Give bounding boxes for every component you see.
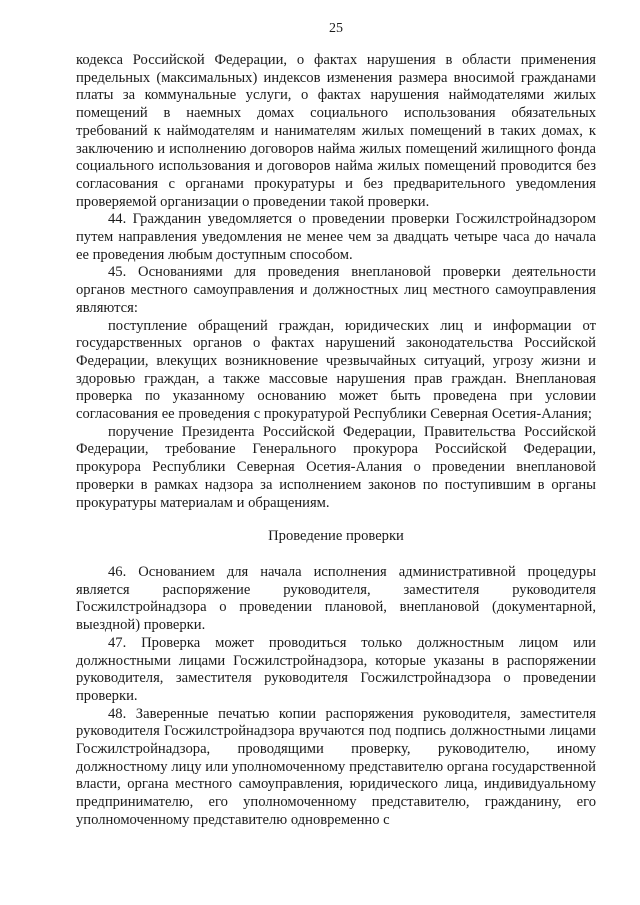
section-heading: Проведение проверки: [268, 528, 404, 545]
paragraphs-top: [76, 52, 596, 512]
paragraphs-bottom: [76, 564, 596, 830]
paragraph-44: 44. Гражданин уведомляется о проведении проверки Госжилстройнадзором путем направления уведомления не менее чем за двадцать четыре часа до начала ее проведения любым доступным способом.: [76, 211, 596, 263]
paragraph-45-item-2: поручение Президента Российской Федерации, Правительства Российской Федерации, требование Генерального прокурора Российской Федерации, прокурора Республики Северная Осетия-Алания о проведении внеплановой проверки в рамках надзора за исполнением законов по поступившим в органы прокуратуры материалам и обращениям.: [76, 423, 596, 511]
paragraph-47: 47. Проверка может проводиться только должностным лицом или должностными лицами Госжилстройнадзора, которые указаны в распоряжении руководителя, заместителя руководителя Госжилстройнадзора о проведении проверки.: [76, 634, 596, 704]
paragraph: кодекса Российской Федерации, о фактах нарушения в области применения предельных (максимальных) индексов изменения размера вносимой гражданами платы за коммунальные услуги, о фактах нарушения наймодателями жилых помещений в наемных домах социального использования обязательных требований к наймодателям и нанимателям жилых помещений в таких домах, к заключению и исполнению договоров найма жилых помещений жилищного фонда социального использования и договоров найма жилых помещений проводится без согласования с органами прокуратуры и без предварительного уведомления проверяемой организации о проведении такой проверки.: [76, 52, 596, 210]
paragraph-48: 48. Заверенные печатью копии распоряжения руководителя, заместителя руководителя Госжилстройнадзора вручаются под подпись должностными лицами Госжилстройнадзора, проводящими проверку, руководителю, иному должностному лицу или уполномоченному представителю органа государственной власти, органа местного самоуправления, юридического лица, индивидуальному предпринимателю, его уполномоченному представителю, гражданину, его уполномоченному представителю одновременно с: [76, 705, 596, 828]
document-page: [76, 20, 596, 830]
paragraph-45-item-1: поступление обращений граждан, юридических лиц и информации от государственных органов о фактах нарушений законодательства Российской Федерации, влекущих возникновение чрезвычайных ситуаций, угрозу жизни и здоровью граждан, а также массовые нарушения прав граждан. Внеплановая проверка по указанному основанию может быть проведена при условии согласования ее проведения с прокуратурой Республики Северная Осетия-Алания;: [76, 317, 596, 423]
paragraph-46: 46. Основанием для начала исполнения административной процедуры является распоряжение руководителя, заместителя руководителя Госжилстройнадзора о проведении плановой, внеплановой (документарной, выездной) проверки.: [76, 563, 596, 634]
page-number: 25: [329, 21, 343, 36]
paragraph-45: 45. Основаниями для проведения внеплановой проверки деятельности органов местного самоуправления и должностных лиц местного самоуправления являются:: [76, 264, 596, 316]
